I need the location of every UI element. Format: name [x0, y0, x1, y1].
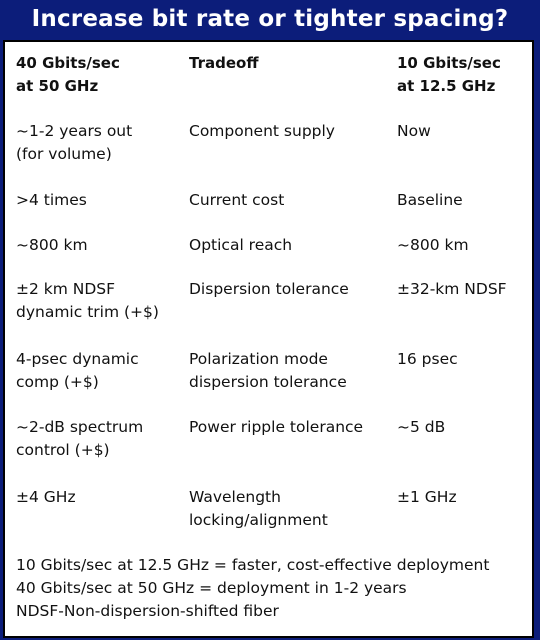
row-optical-reach-tradeoff: Optical reach	[189, 236, 293, 254]
row-power-ripple-tradeoff: Power ripple tolerance	[189, 418, 364, 436]
row-dispersion-tolerance-10g: ±32-km NDSF	[397, 280, 507, 298]
row-wavelength-locking-10g: ±1 GHz	[397, 488, 457, 506]
row-wavelength-locking-40g: ±4 GHz	[16, 488, 76, 506]
footnote-ndsf-definition: NDSF-Non-dispersion-shifted fiber	[16, 602, 279, 620]
footnote-40g-summary: 40 Gbits/sec at 50 GHz = deployment in 1-2 years	[16, 579, 407, 597]
slide-title: Increase bit rate or tighter spacing?	[31, 6, 509, 32]
row-power-ripple-40g: ~2-dB spectrum control (+$)	[16, 418, 144, 459]
row-pmd-tolerance-40g: 4-psec dynamic comp (+$)	[16, 350, 139, 391]
row-wavelength-locking-tradeoff: Wavelength locking/alignment	[189, 488, 328, 529]
row-component-supply-10g: Now	[397, 122, 431, 140]
header-tradeoff: Tradeoff	[189, 54, 259, 72]
row-dispersion-tolerance-40g: ±2 km NDSF dynamic trim (+$)	[16, 280, 159, 321]
row-component-supply-40g: ~1-2 years out (for volume)	[16, 122, 133, 163]
row-current-cost-10g: Baseline	[397, 191, 463, 209]
footnote-10g-summary: 10 Gbits/sec at 12.5 GHz = faster, cost-effective deployment	[16, 556, 490, 574]
row-component-supply-tradeoff: Component supply	[189, 122, 335, 140]
row-current-cost-40g: >4 times	[16, 191, 87, 209]
header-40-gbits: 40 Gbits/sec at 50 GHz	[16, 54, 120, 95]
row-pmd-tolerance-tradeoff: Polarization mode dispersion tolerance	[189, 350, 347, 391]
header-10-gbits: 10 Gbits/sec at 12.5 GHz	[397, 54, 501, 95]
row-current-cost-tradeoff: Current cost	[189, 191, 285, 209]
row-optical-reach-10g: ~800 km	[397, 236, 469, 254]
row-optical-reach-40g: ~800 km	[16, 236, 88, 254]
row-dispersion-tolerance-tradeoff: Dispersion tolerance	[189, 280, 349, 298]
comparison-table	[3, 40, 534, 638]
row-pmd-tolerance-10g: 16 psec	[397, 350, 458, 368]
row-power-ripple-10g: ~5 dB	[397, 418, 446, 436]
